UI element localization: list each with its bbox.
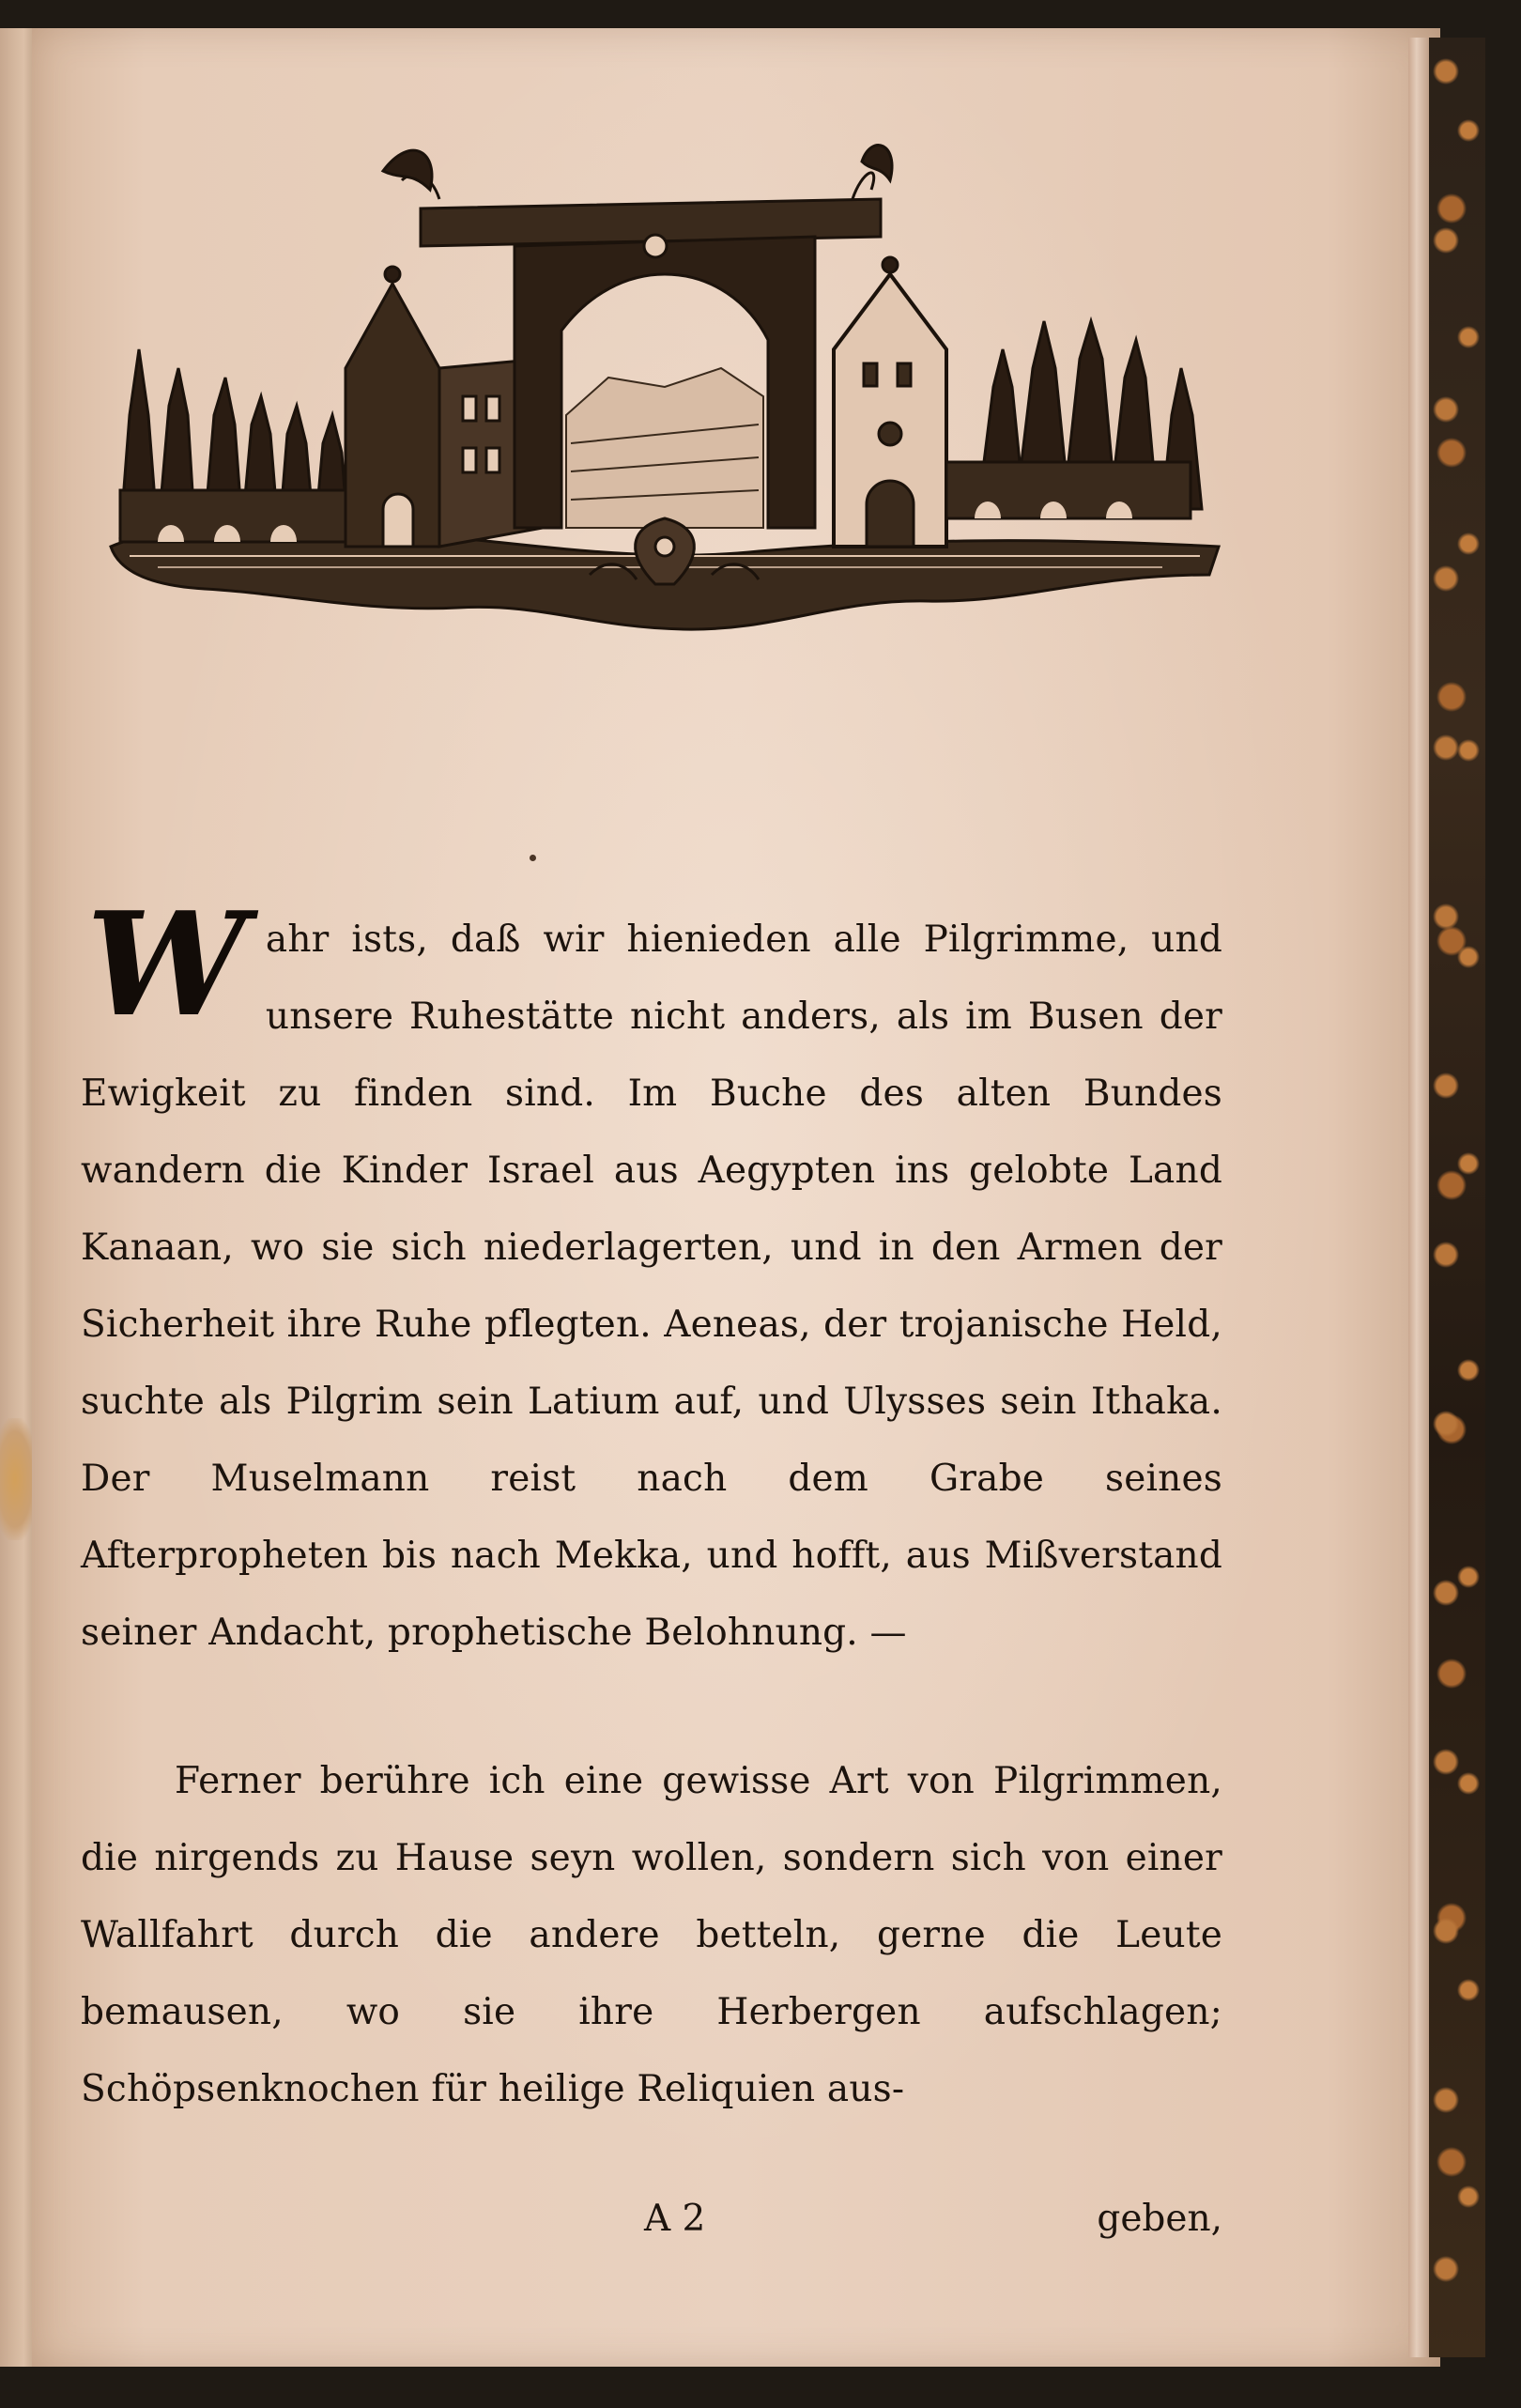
woodcut-vignette	[101, 133, 1237, 641]
paragraph-1-text: ahr ists, daß wir hienieden alle Pilgrimme, und unsere Ruhestätte nicht anders, als im Busen der Ewigkeit zu finden sind. Im Buche des alten Bundes wandern die Kinder Israel aus Aegypten ins gelobte Land Kanaan, wo sie sich niederlagerten, und in den Armen der Sicherheit ihre Ruhe pflegten. Aeneas, der trojanische Held, suchte als Pilgrim sein Latium auf, und Ulysses sein Ithaka. Der Muselmann reist nach dem Grabe seines Afterpropheten bis nach Mekka, und hofft, aus Mißverstand seiner Andacht, prophetische Belohnung. —	[81, 918, 1222, 1654]
book-page	[32, 28, 1440, 2367]
page-edge	[1408, 38, 1429, 2357]
catchword: geben,	[1097, 2198, 1222, 2240]
page-footer	[81, 2198, 1222, 2263]
paragraph-1	[81, 880, 1222, 1672]
drop-cap: W	[86, 880, 247, 1048]
marbled-cover-board	[1429, 38, 1485, 2357]
page-text	[81, 880, 1222, 2128]
ink-speck	[530, 855, 536, 861]
signature-mark: A 2	[644, 2198, 706, 2240]
paragraph-2: Ferner berühre ich eine gewisse Art von Pilgrimmen, die nirgends zu Hause seyn wollen, sondern sich von einer Wallfahrt durch die andere betteln, gerne die Leute bemausen, wo sie ihre Herbergen aufschlagen; Schöpsenknochen für heilige Reliquien aus-	[81, 1760, 1222, 2110]
show-through	[88, 676, 1196, 883]
